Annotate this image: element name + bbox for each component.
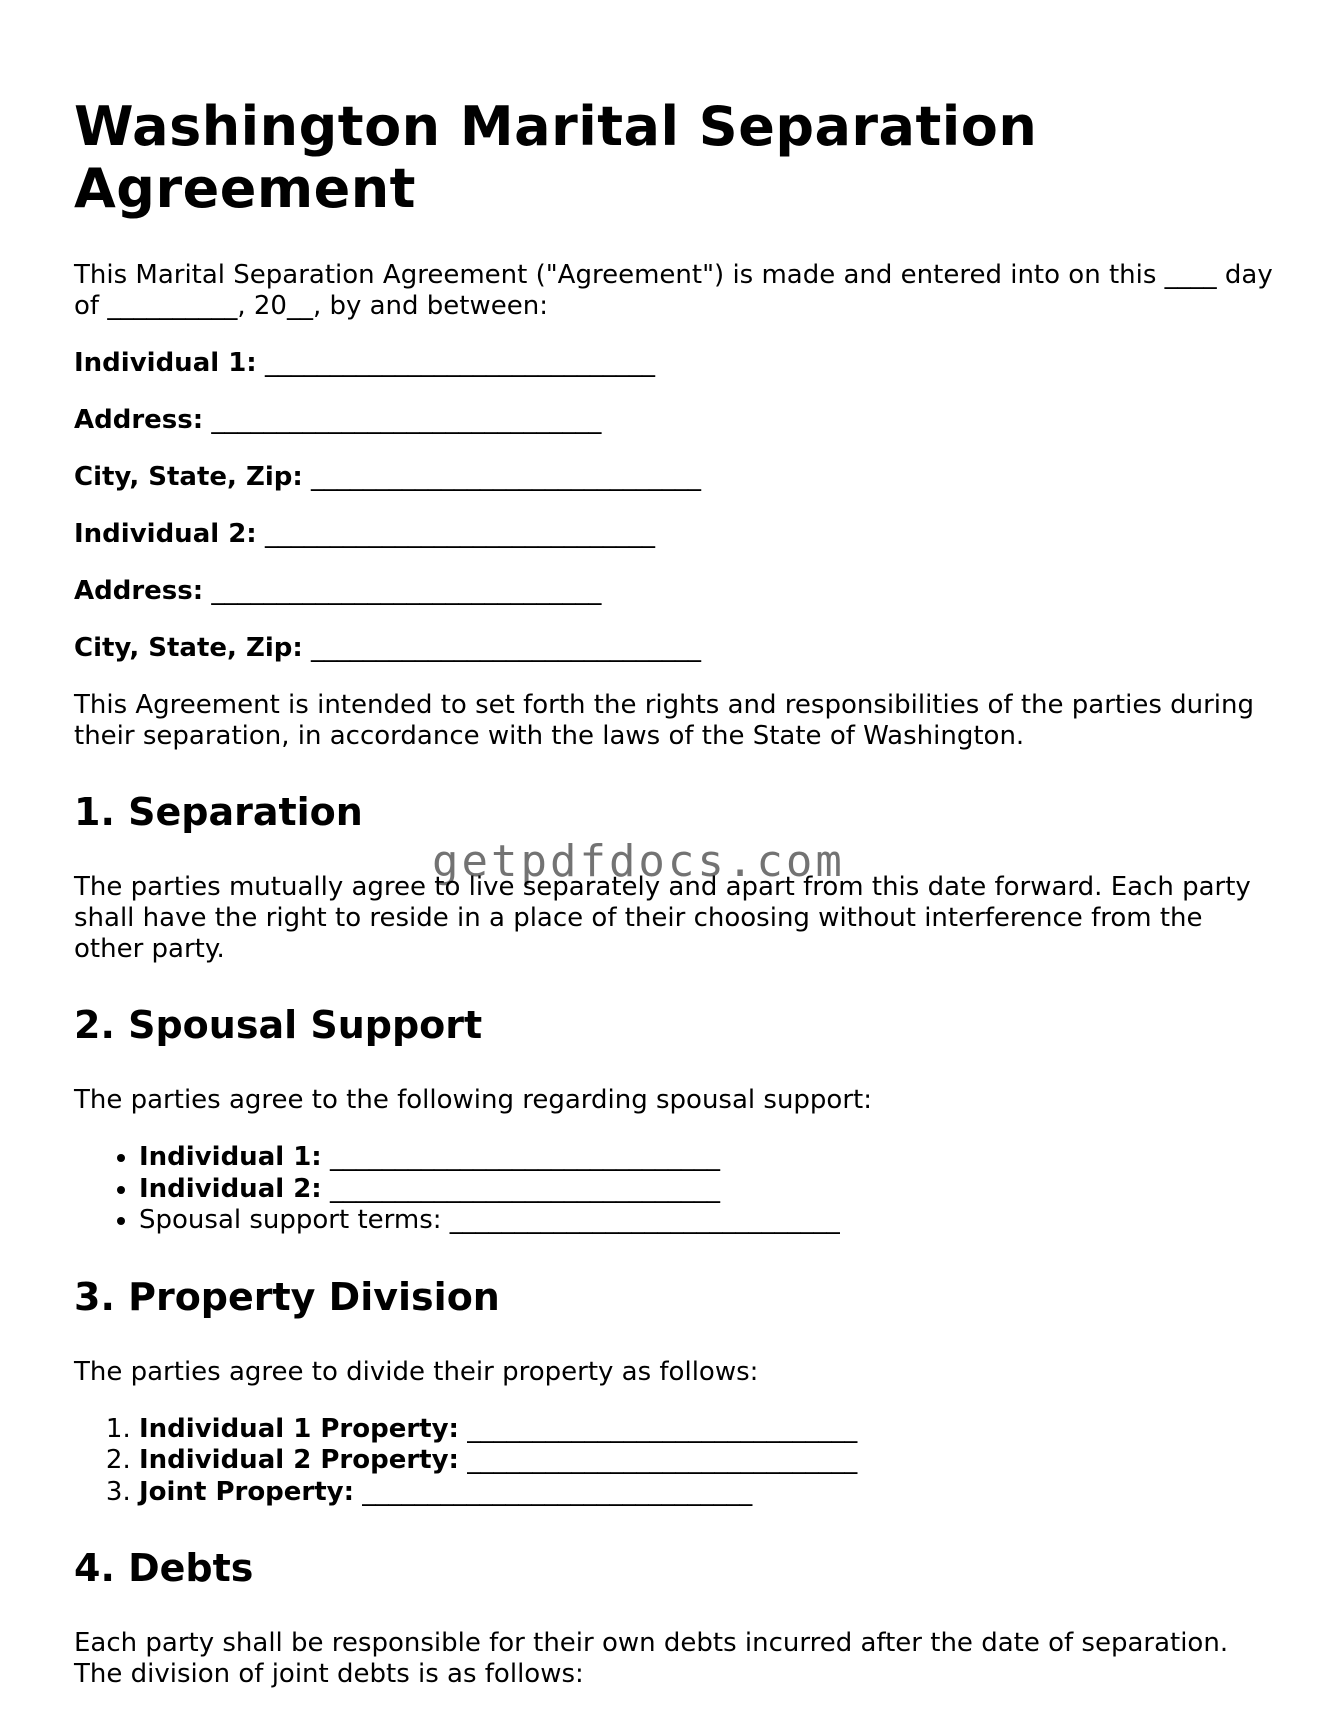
- address-1-field: [74, 405, 1274, 436]
- section-heading-property-division: 3. Property Division: [74, 1274, 500, 1319]
- spousal-support-list: [74, 1142, 1274, 1237]
- item-label: Individual 1:: [139, 1142, 322, 1172]
- list-item: [139, 1174, 1274, 1206]
- item-label: Individual 2:: [139, 1173, 322, 1204]
- item-label: Joint Property:: [139, 1476, 355, 1507]
- document-page: [74, 96, 1274, 1690]
- item-blank: ______________________________: [329, 1173, 720, 1204]
- section-heading-spousal-support: 2. Spousal Support: [74, 1003, 483, 1047]
- purpose-paragraph: This Agreement is intended to set forth the rights and responsibilities of the parties during their separation, in accordance with the laws of the State of Washington.: [74, 690, 1255, 751]
- list-item: [139, 1445, 1274, 1477]
- item-text: Spousal support terms: ______________________________: [139, 1205, 840, 1235]
- item-blank: ______________________________: [329, 1142, 720, 1172]
- field-label: Individual 1:: [74, 348, 257, 378]
- field-blank: ______________________________: [211, 576, 602, 606]
- field-label: Address:: [74, 405, 204, 435]
- property-text: The parties agree to divide their property as follows:: [74, 1356, 759, 1387]
- property-list: [74, 1414, 1274, 1509]
- field-label: City, State, Zip:: [74, 462, 303, 492]
- item-label: Individual 2 Property:: [139, 1445, 459, 1475]
- field-blank: ______________________________: [211, 405, 602, 435]
- list-item: [139, 1414, 1274, 1446]
- address-2-field: [74, 576, 1274, 607]
- individual-2-field: [74, 519, 1274, 550]
- field-blank: ______________________________: [311, 633, 702, 663]
- list-item: [139, 1477, 1274, 1509]
- field-blank: ______________________________: [264, 348, 655, 378]
- item-label: Individual 1 Property:: [139, 1413, 459, 1444]
- item-blank: ______________________________: [467, 1413, 858, 1444]
- item-blank: ______________________________: [362, 1476, 753, 1507]
- field-label: Individual 2:: [74, 519, 257, 549]
- city-state-zip-2-field: [74, 633, 1274, 664]
- field-label: Address:: [74, 576, 204, 606]
- field-label: City, State, Zip:: [74, 633, 303, 663]
- field-blank: ______________________________: [311, 462, 702, 492]
- individual-1-field: [74, 348, 1274, 379]
- item-blank: ______________________________: [467, 1445, 858, 1475]
- spousal-support-text: The parties agree to the following regarding spousal support:: [74, 1085, 872, 1115]
- section-heading-separation: 1. Separation: [74, 790, 363, 834]
- separation-text: The parties mutually agree to live separately and apart from this date forward. Each party shall have the right to reside in a place of their choosing without interference from the other party.: [74, 872, 1251, 964]
- intro-paragraph: This Marital Separation Agreement ("Agreement") is made and entered into on this ____ day of __________, 20__, by and between:: [74, 260, 1273, 321]
- list-item: [139, 1205, 1274, 1237]
- list-item: [139, 1142, 1274, 1174]
- page-title: Washington Marital Separation Agreement: [74, 95, 1038, 220]
- watermark: getpdfdocs.com: [432, 836, 845, 887]
- field-blank: ______________________________: [264, 519, 655, 549]
- city-state-zip-1-field: [74, 462, 1274, 493]
- section-heading-debts: 4. Debts: [74, 1546, 254, 1590]
- debts-text: Each party shall be responsible for their own debts incurred after the date of separation. The division of joint debts is as follows:: [74, 1628, 1229, 1689]
